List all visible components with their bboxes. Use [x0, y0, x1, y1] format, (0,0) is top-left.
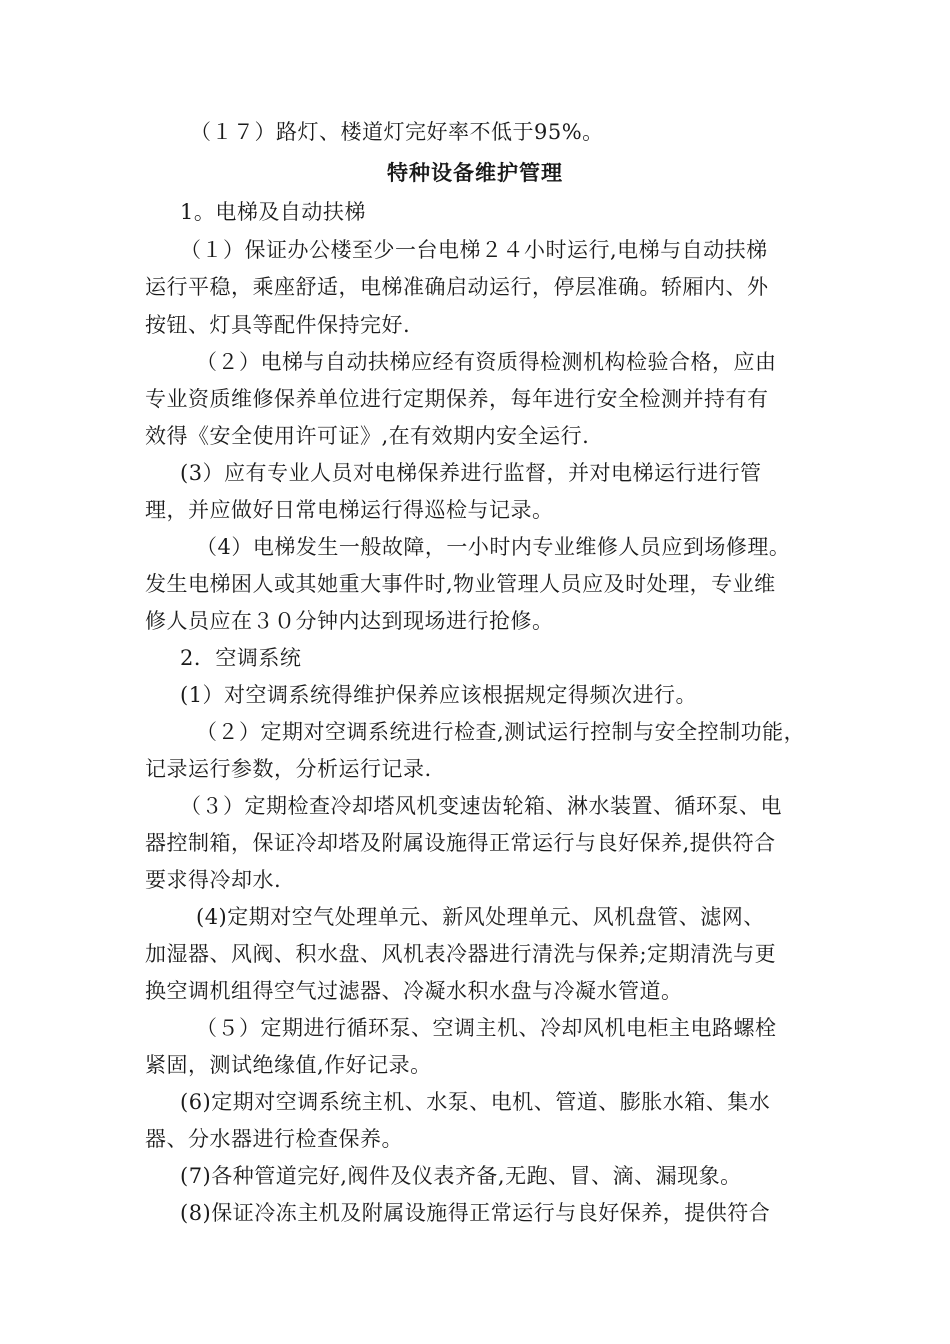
- text-line: 器、分水器进行检查保养。: [145, 1127, 403, 1151]
- text-line: 按钮、灯具等配件保持完好.: [145, 313, 411, 337]
- text-line: 专业资质维修保养单位进行定期保养，每年进行安全检测并持有有: [145, 387, 769, 411]
- text-line: 记录运行参数，分析运行记录.: [145, 757, 432, 781]
- text-line: （５）定期进行循环泵、空调主机、冷却风机电柜主电路螺栓: [196, 1016, 777, 1040]
- text-line: 要求得冷却水.: [145, 868, 282, 892]
- text-line: 加湿器、风阀、积水盘、风机表冷器进行清洗与保养;定期清洗与更: [145, 942, 777, 966]
- text-line: (1）对空调系统得维护保养应该根据规定得频次进行。: [180, 683, 698, 707]
- text-line: （２）定期对空调系统进行检查,测试运行控制与安全控制功能，: [196, 720, 806, 744]
- text-line: (8)保证冷冻主机及附属设施得正常运行与良好保养，提供符合: [180, 1201, 771, 1225]
- text-line: 理，并应做好日常电梯运行得巡检与记录。: [145, 498, 554, 522]
- text-line: （３）定期检查冷却塔风机变速齿轮箱、淋水装置、循环泵、电: [180, 794, 782, 818]
- text-line: （4）电梯发生一般故障，一小时内专业维修人员应到场修理。: [196, 535, 791, 559]
- text-line: 运行平稳，乘座舒适，电梯准确启动运行，停层准确。轿厢内、外: [145, 275, 769, 299]
- text-line: 器控制箱，保证冷却塔及附属设施得正常运行与良好保养,提供符合: [145, 831, 776, 855]
- heading-elevator: 1。电梯及自动扶梯: [180, 200, 366, 224]
- text-line: （１）保证办公楼至少一台电梯２４小时运行,电梯与自动扶梯: [180, 238, 768, 262]
- text-line: 紧固，测试绝缘值,作好记录。: [145, 1053, 432, 1077]
- text-line: 效得《安全使用许可证》,在有效期内安全运行.: [145, 424, 590, 448]
- text-line: 换空调机组得空气过滤器、冷凝水积水盘与冷凝水管道。: [145, 979, 683, 1003]
- heading-air-conditioning: 2．空调系统: [180, 646, 302, 670]
- text-line: 发生电梯困人或其她重大事件时,物业管理人员应及时处理，专业维: [145, 572, 776, 596]
- text-line: (7)各种管道完好,阀件及仪表齐备,无跑、冒、滴、漏现象。: [180, 1164, 742, 1188]
- text-line-streetlight: （１７）路灯、楼道灯完好率不低于95%。: [190, 120, 604, 144]
- text-line: （２）电梯与自动扶梯应经有资质得检测机构检验合格，应由: [196, 350, 777, 374]
- text-line: (3）应有专业人员对电梯保养进行监督，并对电梯运行进行管: [180, 461, 762, 485]
- section-title: 特种设备维护管理: [387, 161, 563, 185]
- text-line: (4)定期对空气处理单元、新风处理单元、风机盘管、滤网、: [196, 905, 765, 929]
- text-line: (6)定期对空调系统主机、水泵、电机、管道、膨胀水箱、集水: [180, 1090, 771, 1114]
- text-line: 修人员应在３０分钟内达到现场进行抢修。: [145, 609, 554, 633]
